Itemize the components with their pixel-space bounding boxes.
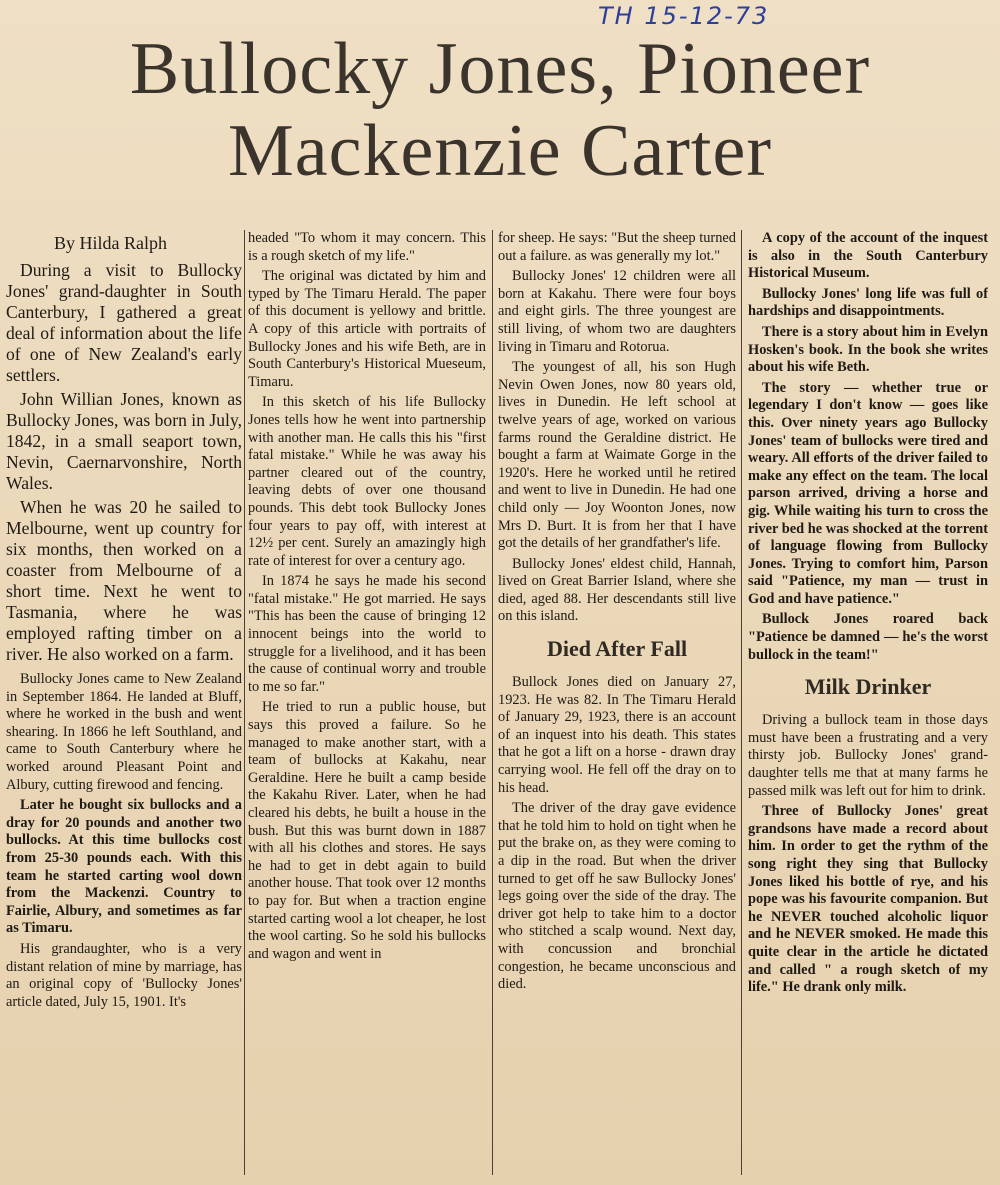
paragraph: He tried to run a public house, but says this proved a failure. So he managed to make another start, with a team of bullocks at Kakahu, near Geraldine. Here he built a camp beside the Kakahu River. Later, when he had cleared his debts, he built a house in the bush. But this was burnt down in 1887 with all his clothes and stores. He says he had to get in debt again to build another house. That took over 12 months to pay for. But when a traction engine started carting wool a lot cheaper, he lost the wool carting. So he sold his bullocks and wagon and went in <box>248 699 486 962</box>
paragraph: A copy of the account of the inquest is also in the South Canterbury Historical Museum. <box>748 230 988 282</box>
paragraph: Bullock Jones roared back "Patience be damned — he's the worst bullock in the team!" <box>748 611 988 663</box>
paragraph: When he was 20 he sailed to Melbourne, went up country for six months, then worked on a coaster from Melbourne of a short time. Next he went to Tasmania, where he was employed rafting timber on a river. He also worked on a farm. <box>6 497 242 664</box>
paragraph: Bullock Jones died on January 27, 1923. He was 82. In The Timaru Herald of January 29, 1923, there is an account of an inquest into his death. This states that he got a lift on a horse - drawn dray carrying wool. He fell off the dray on to his head. <box>498 674 736 796</box>
column-1 <box>6 230 242 1178</box>
bold-paragraphs <box>748 230 988 664</box>
subheading: Died After Fall <box>546 636 688 662</box>
paragraph: Later he bought six bullocks and a dray for 20 pounds and another two bullocks. At this time bullocks cost from 25-30 pounds each. With this team he started carting wool down from the Mackenzi. Country to Fairlie, Albury, and sometimes as far as Timaru. <box>6 797 242 937</box>
paragraph: During a visit to Bullocky Jones' grand-daughter in South Canterbury, I gathered a great deal of information about the life of one of New Zealand's early settlers. <box>6 260 242 385</box>
paragraph: The story — whether true or legendary I don't know — goes like this. Over ninety years ago Bullocky Jones' team of bullocks were tired and weary. All efforts of the driver failed to make any effect on the team. The local parson arrived, driving a horse and gig. While waiting his turn to cross the river bed he was shocked at the torrent of language flowing from Bullocky Jones. Trying to comfort him, Parson said "Patience, my man — trust in God and have patience." <box>748 379 988 607</box>
paragraph: Bullocky Jones' 12 children were all born at Kakahu. There were four boys and eight girls. The three youngest are still living, of whom two are daughters living in Timaru and Rotorua. <box>498 268 736 355</box>
paragraph: for sheep. He says: "But the sheep turned out a failure. as was generally my lot." <box>498 230 736 264</box>
headline-line-1: Bullocky Jones, Pioneer <box>129 28 871 110</box>
paragraph: In this sketch of his life Bullocky Jones tells how he went into partnership with another man. He calls this his "first fatal mistake." While he was away his partner cleared out of the country, leaving debts of over one thousand pounds. This debt took Bullocky Jones four years to pay off, with interest at 12½ per cent. Surely an amazingly high rate of interest for over a century ago. <box>248 394 486 569</box>
paragraph: In 1874 he says he made his second "fatal mistake." He got married. He says "This has been the cause of bringing 12 innocent beings into the world to struggle for a livelihood, and it has been the cause of continual worry and trouble to me so far." <box>248 573 486 695</box>
column-rule <box>492 230 493 1175</box>
column-2 <box>248 230 486 1178</box>
byline: By Hilda Ralph <box>54 233 167 253</box>
column-4 <box>748 230 988 1178</box>
article-headline <box>0 28 1000 192</box>
paragraph: Bullocky Jones came to New Zealand in September 1864. He landed at Bluff, where he worked in the bush and went shearing. In 1866 he left Southland, and came to South Canterbury where he worked around Pleasant Point and Albury, cutting firewood and fencing. <box>6 671 242 793</box>
lead-paragraphs <box>6 260 242 665</box>
paragraph: Driving a bullock team in those days must have been a frustrating and a very thirsty job. Bullocky Jones' grand-daughter tells me that at many farms he passed milk was left out for him to drink. <box>748 712 988 799</box>
paragraph: There is a story about him in Evelyn Hosken's book. In the book she writes about his wife Beth. <box>748 323 988 376</box>
paragraph: John Willian Jones, known as Bullocky Jones, was born in July, 1842, in a small seaport town, Nevin, Caernarvonshire, North Wales. <box>6 389 242 493</box>
column-3 <box>498 230 736 1178</box>
paragraph: His grandaughter, who is a very distant relation of mine by marriage, has an original copy of 'Bullocky Jones' article dated, July 15, 1901. It's <box>6 940 242 1010</box>
bold-paragraphs <box>748 803 988 997</box>
paragraph: The original was dictated by him and typed by The Timaru Herald. The paper of this document is yellowy and brittle. A copy of this article with portraits of Bullocky Jones and his wife Beth, are in South Canterbury's Historical Mueseum, Timaru. <box>248 268 486 390</box>
paragraph: Bullocky Jones' eldest child, Hannah, lived on Great Barrier Island, where she died, aged 88. Her descendants still live on this island. <box>498 555 736 625</box>
paragraph: The youngest of all, his son Hugh Nevin Owen Jones, now 80 years old, lives in Dunedin. He left school at twelve years of age, worked on various farms round the Geraldine district. He bought a farm at Waimate Gorge in the 1920's. Here he worked until he retired and went to live in Dunedin. He had one child only — Joy Woonton Jones, now Mrs D. Burt. It is from her that I have got the details of her grandfather's life. <box>498 359 736 552</box>
bold-paragraphs <box>6 797 242 938</box>
subheading: Milk Drinker <box>804 674 932 700</box>
headline-line-2: Mackenzie Carter <box>228 110 772 192</box>
handwritten-date-note: TH 15-12-73 <box>598 2 770 30</box>
paragraph: The driver of the dray gave evidence that he told him to hold on tight when he put the brake on, as they were coming to a dip in the road. But when the driver turned to get off he saw Bullocky Jones' legs going over the side of the dray. The driver got help to take him to a doctor who stitched a scalp wound. Next day, with concussion and bronchial congestion, he became unconscious and died. <box>498 800 736 993</box>
column-rule <box>244 230 245 1175</box>
paragraph: headed "To whom it may concern. This is a rough sketch of my life." <box>248 230 486 264</box>
paragraph: Three of Bullocky Jones' great grandsons have made a record about him. In order to get the rythm of the song right they sing that Bullocky Jones liked his bottle of rye, and his pope was his favourite companion. But he NEVER touched alcoholic liquor and he NEVER smoked. He made this quite clear in the article he dictated and called " a rough sketch of my life." He drank only milk. <box>748 803 988 996</box>
paragraph: Bullocky Jones' long life was full of hardships and disappointments. <box>748 285 988 320</box>
column-rule <box>741 230 742 1175</box>
